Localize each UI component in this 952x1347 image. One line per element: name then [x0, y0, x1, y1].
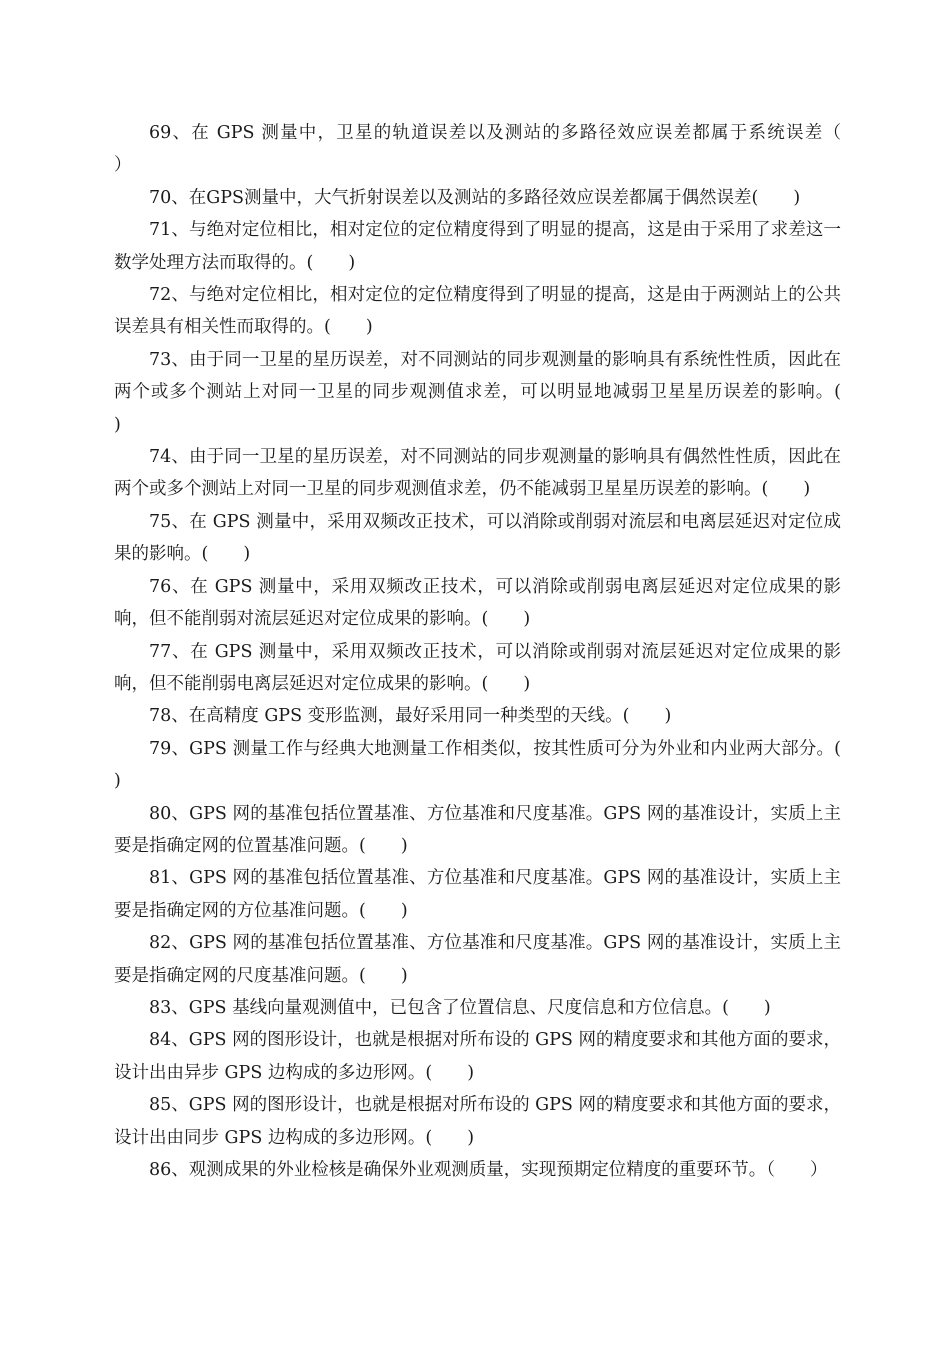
question-79: 79、GPS 测量工作与经典大地测量工作相类似，按其性质可分为外业和内业两大部分。( ) — [114, 738, 876, 792]
question-71: 71、与绝对定位相比，相对定位的定位精度得到了明显的提高，这是由于采用了求差这一数学处理方法而取得的。( ) — [114, 220, 841, 273]
question-86: 86、观测成果的外业检核是确保外业观测质量，实现预期定位精度的重要环节。（ ） — [149, 1160, 828, 1180]
question-74: 74、由于同一卫星的星历误差，对不同测站的同步观测量的影响具有偶然性性质，因此在两个或多个测站上对同一卫星的同步观测值求差，仍不能减弱卫星星历误差的影响。( ) — [114, 447, 841, 500]
question-78: 78、在高精度 GPS 变形监测，最好采用同一种类型的天线。( ) — [149, 706, 672, 727]
question-list — [114, 117, 876, 1186]
question-69: 69、在 GPS 测量中，卫星的轨道误差以及测站的多路径效应误差都属于系统误差（ ） — [114, 123, 876, 176]
question-82: 82、GPS 网的基准包括位置基准、方位基准和尺度基准。GPS 网的基准设计，实质上主要是指确定网的尺度基准问题。( ) — [114, 933, 841, 986]
question-77: 77、在 GPS 测量中，采用双频改正技术，可以消除或削弱对流层延迟对定位成果的影响，但不能削弱电离层延迟对定位成果的影响。( ) — [114, 641, 841, 694]
question-75: 75、在 GPS 测量中，采用双频改正技术，可以消除或削弱对流层和电离层延迟对定位成果的影响。( ) — [114, 511, 841, 565]
question-83: 83、GPS 基线向量观测值中，已包含了位置信息、尺度信息和方位信息。( ) — [149, 997, 771, 1018]
question-73: 73、由于同一卫星的星历误差，对不同测站的同步观测量的影响具有系统性性质，因此在两个或多个测站上对同一卫星的同步观测值求差，可以明显地减弱卫星星历误差的影响。( ) — [114, 349, 876, 435]
question-84: 84、GPS 网的图形设计，也就是根据对所布设的 GPS 网的精度要求和其他方面的要求，设计出由异步 GPS 边构成的多边形网。( ) — [114, 1030, 841, 1083]
question-72: 72、与绝对定位相比，相对定位的定位精度得到了明显的提高，这是由于两测站上的公共误差具有相关性而取得的。( ) — [114, 285, 841, 338]
question-80: 80、GPS 网的基准包括位置基准、方位基准和尺度基准。GPS 网的基准设计，实质上主要是指确定网的位置基准问题。( ) — [114, 803, 841, 856]
question-76: 76、在 GPS 测量中，采用双频改正技术，可以消除或削弱电离层延迟对定位成果的影响，但不能削弱对流层延迟对定位成果的影响。( ) — [114, 576, 841, 630]
question-81: 81、GPS 网的基准包括位置基准、方位基准和尺度基准。GPS 网的基准设计，实质上主要是指确定网的方位基准问题。( ) — [114, 868, 841, 921]
question-85: 85、GPS 网的图形设计，也就是根据对所布设的 GPS 网的精度要求和其他方面的要求，设计出由同步 GPS 边构成的多边形网。( ) — [114, 1095, 841, 1148]
question-70: 70、在GPS测量中，大气折射误差以及测站的多路径效应误差都属于偶然误差( ) — [149, 187, 801, 208]
